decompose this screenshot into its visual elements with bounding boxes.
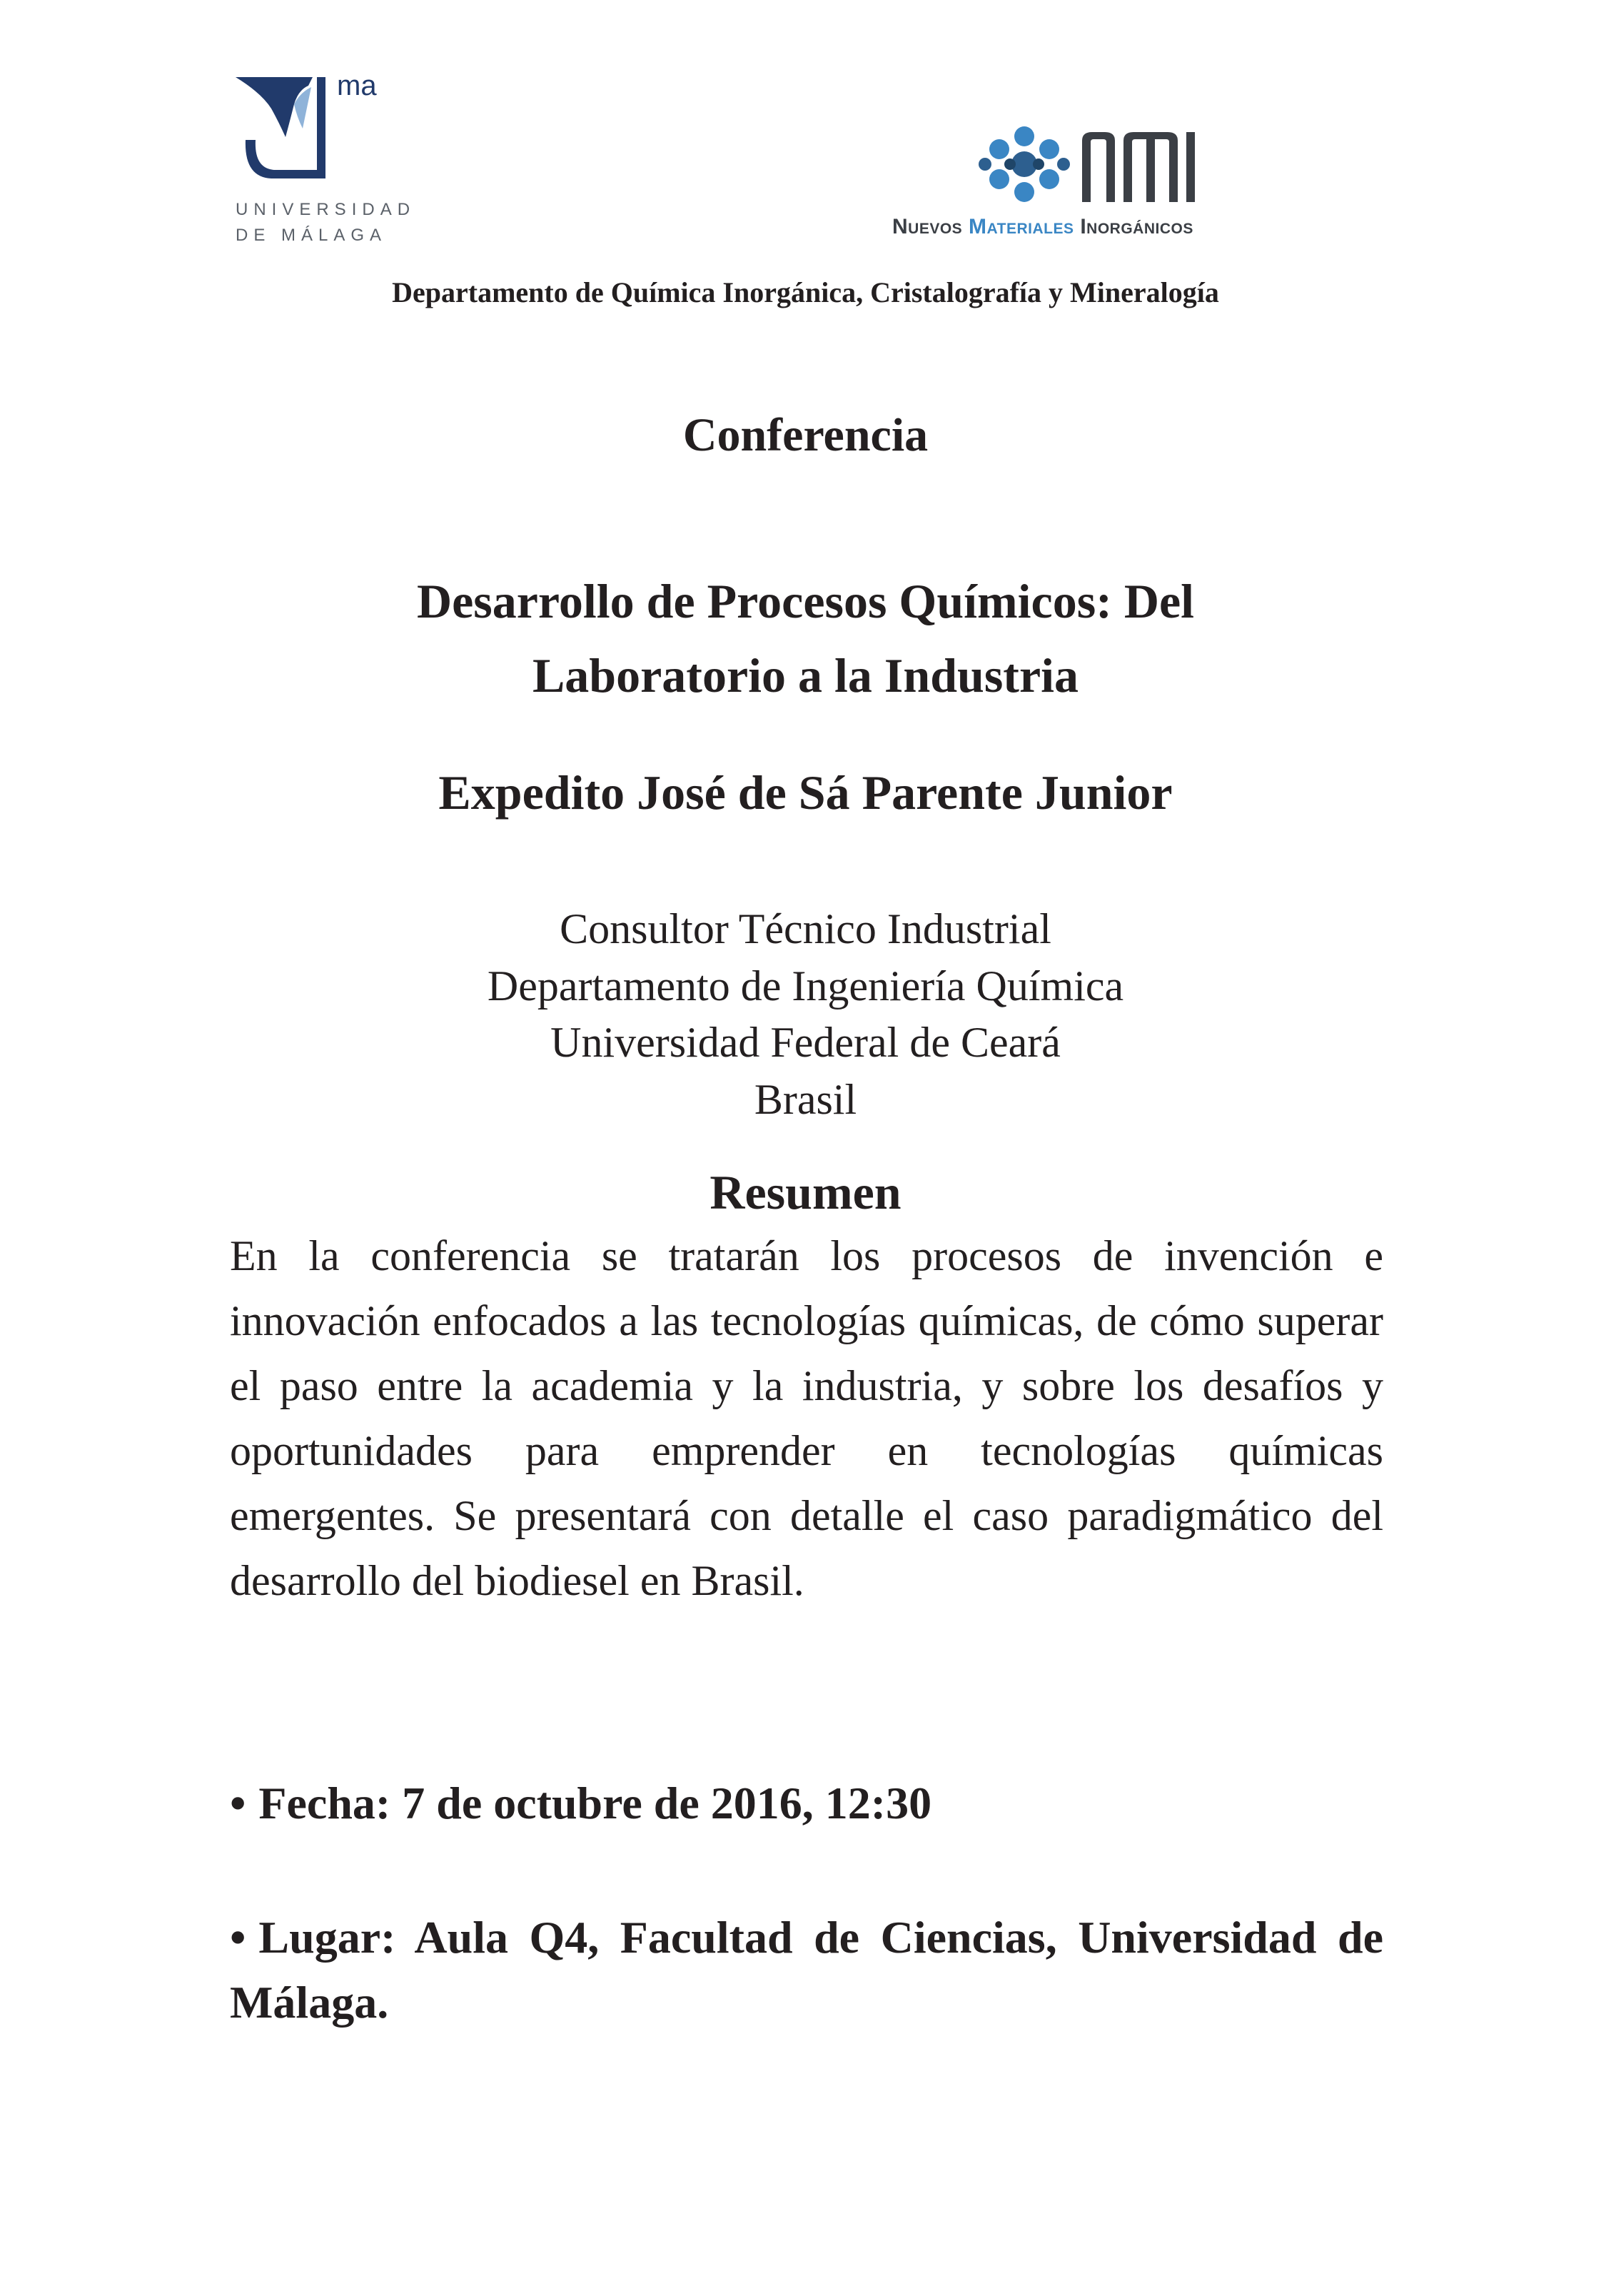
date-item	[230, 1771, 1383, 1836]
nmi-letters-icon	[1079, 131, 1201, 202]
location-item	[230, 1905, 1383, 2035]
uma-logo-line1: UNIVERSIDAD	[236, 200, 416, 219]
bullet-icon: •	[230, 1778, 246, 1828]
date-text: Fecha: 7 de octubre de 2016, 12:30	[258, 1778, 932, 1828]
nmi-tagline-word-1: Nuevos	[892, 215, 969, 238]
uma-logo-line2: DE MÁLAGA	[236, 226, 388, 245]
talk-title-line1: Desarrollo de Procesos Químicos: Del	[416, 574, 1195, 628]
summary-heading: Resumen	[709, 1165, 902, 1219]
talk-title-line2: Laboratorio a la Industria	[532, 648, 1079, 703]
speaker-name: Expedito José de Sá Parente Junior	[438, 765, 1173, 820]
event-type-heading: Conferencia	[682, 409, 929, 461]
universidad-malaga-logo	[228, 70, 416, 250]
department-heading: Departamento de Química Inorgánica, Cristalografía y Mineralogía	[392, 276, 1219, 308]
bullet-icon: •	[230, 1912, 246, 1963]
nmi-tagline	[892, 216, 1320, 238]
nmi-logo	[892, 118, 1320, 246]
talk-title	[0, 564, 1611, 713]
speaker-affiliation	[0, 901, 1611, 1128]
summary-paragraph: En la conferencia se tratarán los procesos de invención e innovación enfocados a las tecnologías químicas, de cómo superar el paso entre la academia y la industria, y sobre los desafíos y oportunidades para emprender en tecnologías químicas emergentes. Se presentará con detalle el caso paradigmático del desarrollo del biodiesel en Brasil.	[230, 1232, 1383, 1604]
nmi-tagline-word-3: Inorgánicos	[1080, 215, 1193, 238]
affiliation-department: Departamento de Ingeniería Química	[487, 962, 1124, 1009]
affiliation-role: Consultor Técnico Industrial	[560, 905, 1051, 952]
molecule-cluster-icon	[978, 125, 1071, 203]
affiliation-university: Universidad Federal de Ceará	[550, 1019, 1061, 1066]
uma-logo-ma-text: ma	[337, 70, 377, 101]
nmi-tagline-word-2: Materiales	[969, 215, 1081, 238]
location-text: Lugar: Aula Q4, Facultad de Ciencias, Universidad de Málaga.	[230, 1912, 1383, 2028]
affiliation-country: Brasil	[754, 1075, 857, 1123]
